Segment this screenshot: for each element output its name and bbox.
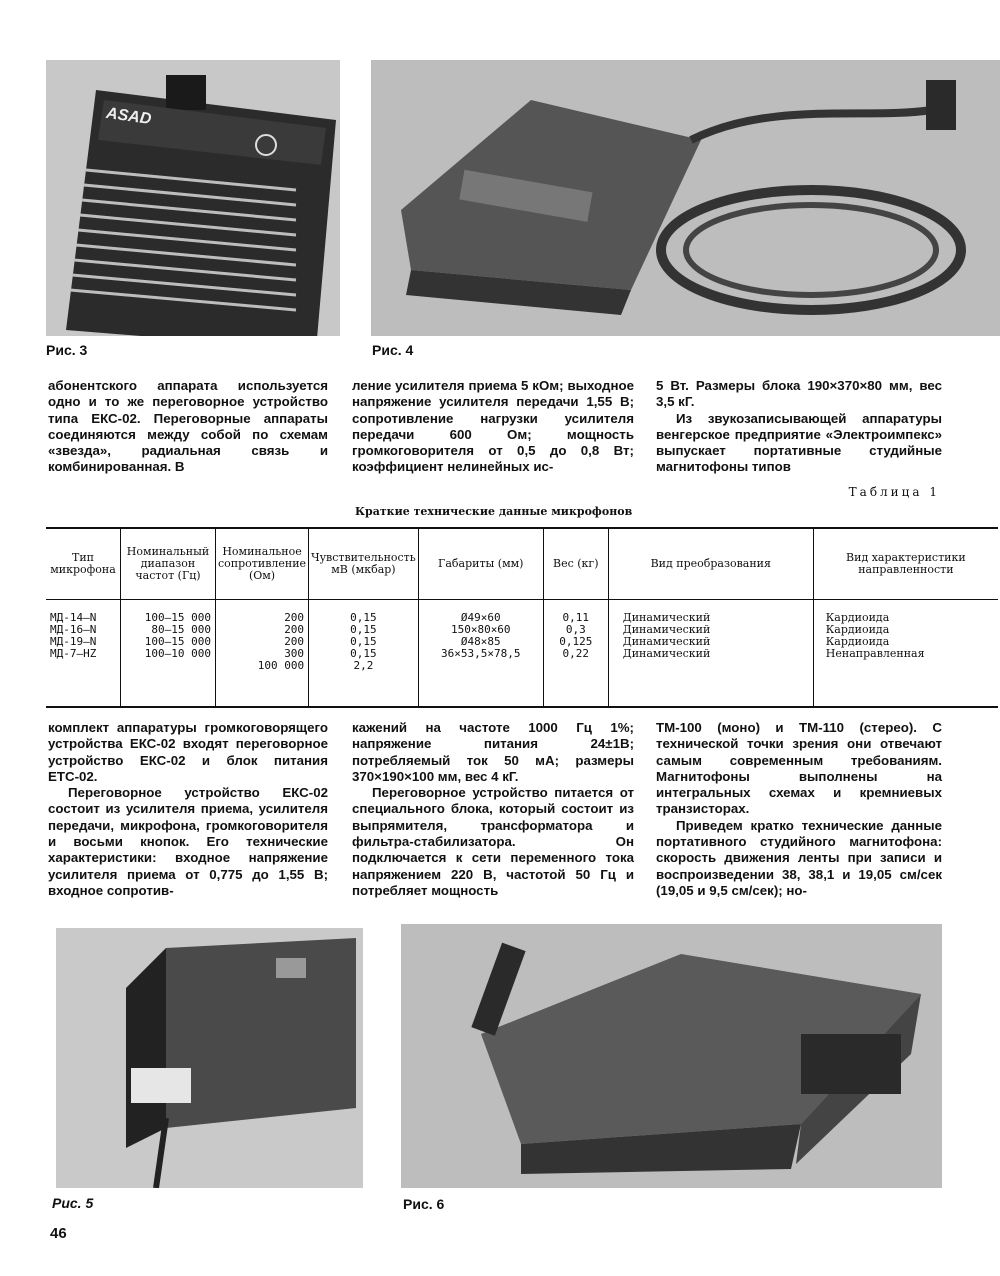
figure-3-logo: ASAD (105, 104, 153, 129)
table-caption: Краткие технические данные микрофонов (355, 505, 633, 518)
impedance-value: 300 (284, 647, 305, 660)
bottom-text-column-2 (352, 720, 634, 899)
figure-3-photo (46, 60, 340, 336)
microphone-spec-table (46, 527, 998, 708)
top-col2-paragraph: ление усилителя приема 5 кОм; выходное напряжение усилителя передачи 1,55 В; сопротивление нагрузки усилителя передачи 600 Ом; мощность громкоговорителя от 0,5 до 0,8 Вт; коэффициент нелинейных ис- (352, 378, 634, 475)
bottom-col2-paragraph-2: Переговорное устройство питается от специального блока, который состоит из выпрямителя, трансформатора и фильтра-стабилизатора. Он подключается к сети переменного тока напряжением 220 В, частотой 50 Гц и потребляет мощность (352, 785, 634, 898)
bottom-col3-paragraph-2: Приведем кратко технические данные портативного студийного магнитофона: скорость движения ленты при записи и воспроизведении 38, 38,1 и 19,05 см/сек (19,05 и 9,5 см/сек); но- (656, 817, 942, 898)
bottom-col1-paragraph-1: комплект аппаратуры громкоговорящего устройства ЕКС-02 входят переговорное устройство ЕКС-02 и блок питания ЕТС-02. (48, 720, 328, 784)
weight-value: 0,22 (562, 647, 590, 660)
figure-4-photo (371, 60, 1000, 336)
weight-value: 0,125 (559, 635, 593, 648)
top-text-column-2 (352, 378, 634, 476)
sensitivity-value: 0,15 (350, 647, 377, 660)
range-value: 100—10 000 (144, 647, 211, 660)
dimensions-value: 36×53,5×78,5 (441, 647, 521, 660)
intercom-device-illustration (46, 60, 340, 336)
weights-cell (543, 600, 608, 708)
impedance-value: 200 (284, 635, 305, 648)
type-value: МД-19—N (50, 635, 97, 648)
header-impedance: Номинальное сопротивление (Ом) (216, 528, 309, 600)
figure-5-photo (56, 928, 363, 1188)
header-weight: Вес (кг) (543, 528, 608, 600)
conversion-value: Динамический (622, 647, 711, 660)
header-dimensions: Габариты (мм) (418, 528, 543, 600)
sensitivity-value: 2,2 (353, 659, 374, 672)
range-value: 100—15 000 (144, 635, 211, 648)
dimensions-value: 150×80×60 (450, 623, 511, 636)
directivity-value: Кардиоида (825, 635, 890, 648)
conversion-value: Динамический (622, 623, 711, 636)
impedances-cell (216, 600, 309, 708)
top-col3-paragraph-1: 5 Вт. Размеры блока 190×370×80 мм, вес 3,5 кГ. (656, 378, 942, 410)
table-body-row (46, 600, 998, 708)
bottom-col2-paragraph-1: кажений на частоте 1000 Гц 1%; напряжение питания 24±1В; потребляемый ток 50 мА; размеры 370×190×100 мм, вес 4 кГ. (352, 720, 634, 784)
impedance-value: 200 (284, 623, 305, 636)
top-text-column-3 (656, 378, 942, 476)
figure-6-photo (401, 924, 942, 1188)
sensitivity-cell (309, 600, 419, 708)
figure-6-caption: Рис. 6 (403, 1196, 445, 1212)
sensitivity-value: 0,15 (350, 635, 377, 648)
weight-value: 0,3 (565, 623, 586, 636)
table-header-row (46, 528, 998, 600)
directivity-value: Кардиоида (825, 611, 890, 624)
range-value: 100—15 000 (144, 611, 211, 624)
bottom-text-column-1 (48, 720, 328, 899)
directivity-cell (813, 600, 998, 708)
top-col3-paragraph-2: Из звукозаписывающей аппаратуры венгерское предприятие «Электроимпекс» выпускает портативные студийные магнитофоны типов (656, 410, 942, 475)
header-type: Тип микрофона (46, 528, 121, 600)
conversion-value: Динамический (622, 611, 711, 624)
header-directivity: Вид характеристики направленности (813, 528, 998, 600)
types-cell (46, 600, 121, 708)
dimensions-value: Ø49×60 (460, 611, 501, 624)
bottom-col3-paragraph-1: ТМ-100 (моно) и ТМ-110 (стерео). С технической точки зрения они отвечают самым современным требованиям. Магнитофоны выполнены на интегральных схемах и кремниевых транзисторах. (656, 720, 942, 817)
header-conversion: Вид преобразования (608, 528, 813, 600)
impedance-value: 100 000 (257, 659, 305, 672)
type-value: МД-16—N (50, 623, 97, 636)
type-value: МД-7—HZ (50, 647, 97, 660)
weight-value: 0,11 (562, 611, 590, 624)
impedance-value: 200 (284, 611, 305, 624)
figure-4-caption: Рис. 4 (372, 342, 414, 358)
header-range: Номинальный диапазон частот (Гц) (121, 528, 216, 600)
directivity-value: Кардиоида (825, 623, 890, 636)
dimensions-cell (418, 600, 543, 708)
dimensions-value: Ø48×85 (460, 635, 501, 648)
range-value: 80—15 000 (151, 623, 211, 636)
table-label: Таблица 1 (848, 485, 940, 499)
header-sensitivity: Чувствительность мВ (мкбар) (309, 528, 419, 600)
sensitivity-value: 0,15 (350, 611, 377, 624)
conversion-cell (608, 600, 813, 708)
directivity-value: Ненаправленная (825, 647, 925, 660)
tape-recorder-illustration (401, 924, 942, 1188)
ranges-cell (121, 600, 216, 708)
sensitivity-value: 0,15 (350, 623, 377, 636)
page-number: 46 (50, 1225, 67, 1242)
type-value: МД-14—N (50, 611, 97, 624)
top-col1-paragraph: абонентского аппарата используется одно и то же переговорное устройство типа ЕКС-02. Переговорные аппараты соединяются между собой по схемам «звезда», радиальная связь и комбинированная. В (48, 378, 328, 475)
intercom-unit-illustration (56, 928, 363, 1188)
figure-3-caption: Рис. 3 (46, 342, 88, 358)
conversion-value: Динамический (622, 635, 711, 648)
figure-5-caption: Рис. 5 (52, 1195, 94, 1211)
bottom-col1-paragraph-2: Переговорное устройство ЕКС-02 состоит из усилителя приема, усилителя передачи, микрофона, громкоговорителя и восьми кнопок. Его технические характеристики: входное напряжение усилителя приема от 0,775 до 1,55 В; входное сопротив- (48, 785, 328, 898)
top-text-column-1 (48, 378, 328, 476)
bottom-text-column-3 (656, 720, 942, 899)
power-unit-illustration (371, 60, 1000, 336)
